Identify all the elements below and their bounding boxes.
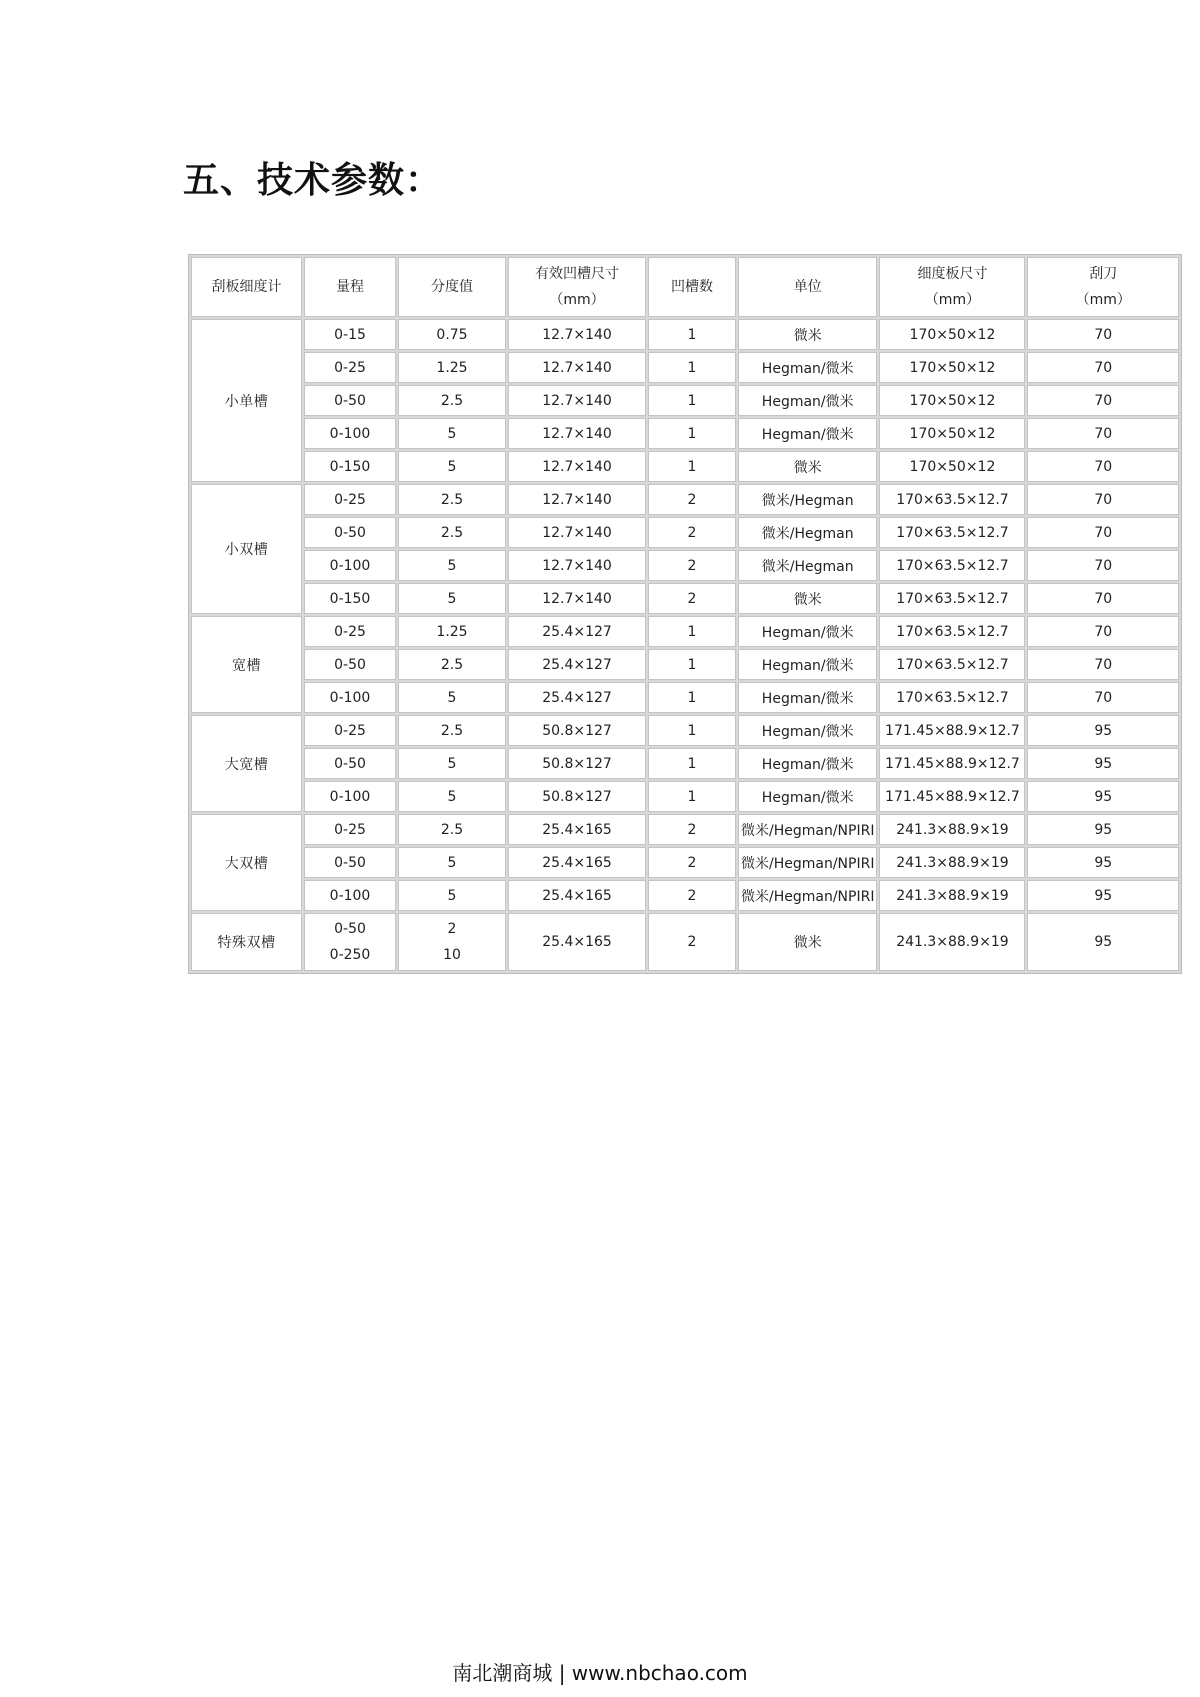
groove-size-cell: 25.4×165	[508, 847, 646, 878]
scraper-cell: 95	[1027, 814, 1179, 845]
table-row	[191, 583, 1179, 614]
plate-size-cell: 170×50×12	[879, 319, 1025, 350]
header-text: 凹槽数	[671, 279, 713, 295]
division-cell: 2.5	[398, 385, 506, 416]
scraper-cell: 70	[1027, 682, 1179, 713]
range-value: 0-250	[329, 947, 371, 963]
range-cell: 0-25	[304, 352, 396, 383]
table-row	[191, 352, 1179, 383]
table-row	[191, 748, 1179, 779]
unit-cell: Hegman/微米	[738, 385, 877, 416]
division-cell: 5	[398, 847, 506, 878]
plate-size-cell: 171.45×88.9×12.7	[879, 781, 1025, 812]
plate-size-cell: 241.3×88.9×19	[879, 814, 1025, 845]
range-cell: 0-15	[304, 319, 396, 350]
range-cell: 0-25	[304, 814, 396, 845]
unit-cell: 微米/Hegman/NPIRI	[738, 880, 877, 911]
range-cell: 0-50	[304, 649, 396, 680]
unit-cell: 微米	[738, 451, 877, 482]
header-text: 单位	[793, 279, 822, 295]
groove-size-cell: 12.7×140	[508, 385, 646, 416]
scraper-cell: 70	[1027, 649, 1179, 680]
division-cell: 5	[398, 880, 506, 911]
table-row	[191, 913, 1179, 971]
groove-size-cell: 12.7×140	[508, 517, 646, 548]
header-cell	[508, 257, 646, 317]
category-cell: 特殊双槽	[191, 913, 302, 971]
unit-cell: 微米/Hegman/NPIRI	[738, 814, 877, 845]
range-cell: 0-25	[304, 484, 396, 515]
division-cell: 5	[398, 550, 506, 581]
unit-cell: Hegman/微米	[738, 682, 877, 713]
division-cell: 2.5	[398, 649, 506, 680]
range-cell: 0-50	[304, 748, 396, 779]
division-cell: 5	[398, 682, 506, 713]
header-row	[191, 257, 1179, 317]
table-row	[191, 550, 1179, 581]
division-cell: 2.5	[398, 484, 506, 515]
unit-cell: 微米/Hegman/NPIRI	[738, 847, 877, 878]
section-heading: 五、技术参数：	[183, 159, 443, 201]
division-cell: 2.5	[398, 814, 506, 845]
plate-size-cell: 170×50×12	[879, 451, 1025, 482]
groove-count-cell: 1	[648, 616, 736, 647]
groove-size-cell: 25.4×165	[508, 913, 646, 971]
header-cell	[1027, 257, 1179, 317]
category-cell: 小单槽	[191, 319, 302, 482]
plate-size-cell: 170×50×12	[879, 352, 1025, 383]
unit-cell: 微米/Hegman	[738, 484, 877, 515]
table-row	[191, 814, 1179, 845]
division-cell	[398, 913, 506, 971]
groove-count-cell: 1	[648, 352, 736, 383]
plate-size-cell: 170×63.5×12.7	[879, 583, 1025, 614]
groove-count-cell: 1	[648, 451, 736, 482]
plate-size-cell: 241.3×88.9×19	[879, 847, 1025, 878]
plate-size-cell: 170×63.5×12.7	[879, 682, 1025, 713]
header-text: 有效凹槽尺寸	[535, 266, 619, 282]
groove-count-cell: 2	[648, 484, 736, 515]
groove-size-cell: 12.7×140	[508, 550, 646, 581]
category-cell: 大宽槽	[191, 715, 302, 812]
table-row	[191, 418, 1179, 449]
groove-count-cell: 2	[648, 847, 736, 878]
header-text: 分度值	[431, 279, 473, 295]
division-cell: 5	[398, 583, 506, 614]
unit-cell: 微米	[738, 913, 877, 971]
header-unit: （mm）	[1075, 292, 1131, 308]
range-cell: 0-100	[304, 418, 396, 449]
scraper-cell: 70	[1027, 352, 1179, 383]
division-cell: 1.25	[398, 616, 506, 647]
header-text: 刮刀	[1089, 266, 1118, 282]
unit-cell: Hegman/微米	[738, 715, 877, 746]
groove-count-cell: 2	[648, 814, 736, 845]
range-cell: 0-100	[304, 682, 396, 713]
range-cell: 0-50	[304, 385, 396, 416]
groove-count-cell: 2	[648, 583, 736, 614]
groove-size-cell: 12.7×140	[508, 484, 646, 515]
table-row	[191, 319, 1179, 350]
scraper-cell: 70	[1027, 484, 1179, 515]
range-cell: 0-100	[304, 880, 396, 911]
table-row	[191, 682, 1179, 713]
header-unit: （mm）	[549, 292, 605, 308]
spec-table	[188, 254, 1182, 974]
table-row	[191, 517, 1179, 548]
scraper-cell: 95	[1027, 715, 1179, 746]
groove-size-cell: 12.7×140	[508, 583, 646, 614]
category-cell: 大双槽	[191, 814, 302, 911]
plate-size-cell: 170×63.5×12.7	[879, 616, 1025, 647]
plate-size-cell: 241.3×88.9×19	[879, 913, 1025, 971]
groove-count-cell: 1	[648, 781, 736, 812]
header-cell	[191, 257, 302, 317]
header-cell	[738, 257, 877, 317]
scraper-cell: 70	[1027, 517, 1179, 548]
scraper-cell: 95	[1027, 748, 1179, 779]
range-cell: 0-50	[304, 847, 396, 878]
unit-cell: Hegman/微米	[738, 781, 877, 812]
scraper-cell: 70	[1027, 319, 1179, 350]
header-unit: （mm）	[924, 292, 981, 308]
groove-count-cell: 1	[648, 649, 736, 680]
groove-size-cell: 50.8×127	[508, 715, 646, 746]
plate-size-cell: 241.3×88.9×19	[879, 880, 1025, 911]
header-cell	[304, 257, 396, 317]
range-cell: 0-50	[304, 517, 396, 548]
groove-size-cell: 25.4×127	[508, 649, 646, 680]
scraper-cell: 95	[1027, 913, 1179, 971]
scraper-cell: 70	[1027, 550, 1179, 581]
scraper-cell: 70	[1027, 418, 1179, 449]
groove-count-cell: 1	[648, 715, 736, 746]
unit-cell: 微米/Hegman	[738, 550, 877, 581]
groove-size-cell: 25.4×127	[508, 616, 646, 647]
range-cell	[304, 913, 396, 971]
header-text: 量程	[336, 279, 364, 295]
division-value: 10	[443, 947, 461, 963]
unit-cell: Hegman/微米	[738, 352, 877, 383]
plate-size-cell: 170×63.5×12.7	[879, 517, 1025, 548]
unit-cell: 微米	[738, 583, 877, 614]
scraper-cell: 95	[1027, 781, 1179, 812]
table-row	[191, 616, 1179, 647]
table-row	[191, 385, 1179, 416]
groove-count-cell: 2	[648, 913, 736, 971]
spec-table-body	[191, 319, 1179, 971]
groove-size-cell: 25.4×165	[508, 814, 646, 845]
scraper-cell: 70	[1027, 583, 1179, 614]
groove-count-cell: 1	[648, 682, 736, 713]
header-cell	[648, 257, 736, 317]
groove-size-cell: 12.7×140	[508, 451, 646, 482]
groove-size-cell: 25.4×127	[508, 682, 646, 713]
table-row	[191, 484, 1179, 515]
category-cell: 宽槽	[191, 616, 302, 713]
groove-count-cell: 1	[648, 748, 736, 779]
groove-count-cell: 1	[648, 385, 736, 416]
plate-size-cell: 170×63.5×12.7	[879, 484, 1025, 515]
header-cell	[879, 257, 1025, 317]
scraper-cell: 95	[1027, 847, 1179, 878]
range-cell: 0-150	[304, 451, 396, 482]
scraper-cell: 70	[1027, 616, 1179, 647]
range-cell: 0-100	[304, 781, 396, 812]
unit-cell: Hegman/微米	[738, 616, 877, 647]
page-footer: 南北潮商城 | www.nbchao.com	[452, 1661, 748, 1685]
plate-size-cell: 170×50×12	[879, 418, 1025, 449]
table-row	[191, 715, 1179, 746]
scraper-cell: 70	[1027, 451, 1179, 482]
category-cell: 小双槽	[191, 484, 302, 614]
groove-size-cell: 12.7×140	[508, 319, 646, 350]
division-cell: 2.5	[398, 517, 506, 548]
unit-cell: 微米	[738, 319, 877, 350]
range-cell: 0-25	[304, 616, 396, 647]
groove-size-cell: 50.8×127	[508, 748, 646, 779]
range-cell: 0-100	[304, 550, 396, 581]
plate-size-cell: 171.45×88.9×12.7	[879, 715, 1025, 746]
division-cell: 2.5	[398, 715, 506, 746]
division-cell: 5	[398, 418, 506, 449]
groove-size-cell: 12.7×140	[508, 352, 646, 383]
header-text: 细度板尺寸	[917, 266, 988, 282]
division-cell: 5	[398, 451, 506, 482]
table-row	[191, 781, 1179, 812]
groove-count-cell: 1	[648, 319, 736, 350]
table-row	[191, 649, 1179, 680]
groove-count-cell: 2	[648, 517, 736, 548]
scraper-cell: 70	[1027, 385, 1179, 416]
header-cell	[398, 257, 506, 317]
unit-cell: Hegman/微米	[738, 649, 877, 680]
groove-count-cell: 2	[648, 880, 736, 911]
division-cell: 5	[398, 781, 506, 812]
range-cell: 0-150	[304, 583, 396, 614]
groove-size-cell: 50.8×127	[508, 781, 646, 812]
plate-size-cell: 170×63.5×12.7	[879, 550, 1025, 581]
plate-size-cell: 170×63.5×12.7	[879, 649, 1025, 680]
unit-cell: 微米/Hegman	[738, 517, 877, 548]
table-row	[191, 451, 1179, 482]
unit-cell: Hegman/微米	[738, 748, 877, 779]
range-value: 0-50	[334, 921, 366, 937]
plate-size-cell: 170×50×12	[879, 385, 1025, 416]
groove-size-cell: 25.4×165	[508, 880, 646, 911]
division-value: 2	[447, 921, 457, 937]
plate-size-cell: 171.45×88.9×12.7	[879, 748, 1025, 779]
scraper-cell: 95	[1027, 880, 1179, 911]
table-row	[191, 880, 1179, 911]
groove-count-cell: 1	[648, 418, 736, 449]
division-cell: 1.25	[398, 352, 506, 383]
unit-cell: Hegman/微米	[738, 418, 877, 449]
groove-size-cell: 12.7×140	[508, 418, 646, 449]
header-text: 刮板细度计	[211, 279, 282, 295]
range-cell: 0-25	[304, 715, 396, 746]
division-cell: 0.75	[398, 319, 506, 350]
division-cell: 5	[398, 748, 506, 779]
groove-count-cell: 2	[648, 550, 736, 581]
table-row	[191, 847, 1179, 878]
